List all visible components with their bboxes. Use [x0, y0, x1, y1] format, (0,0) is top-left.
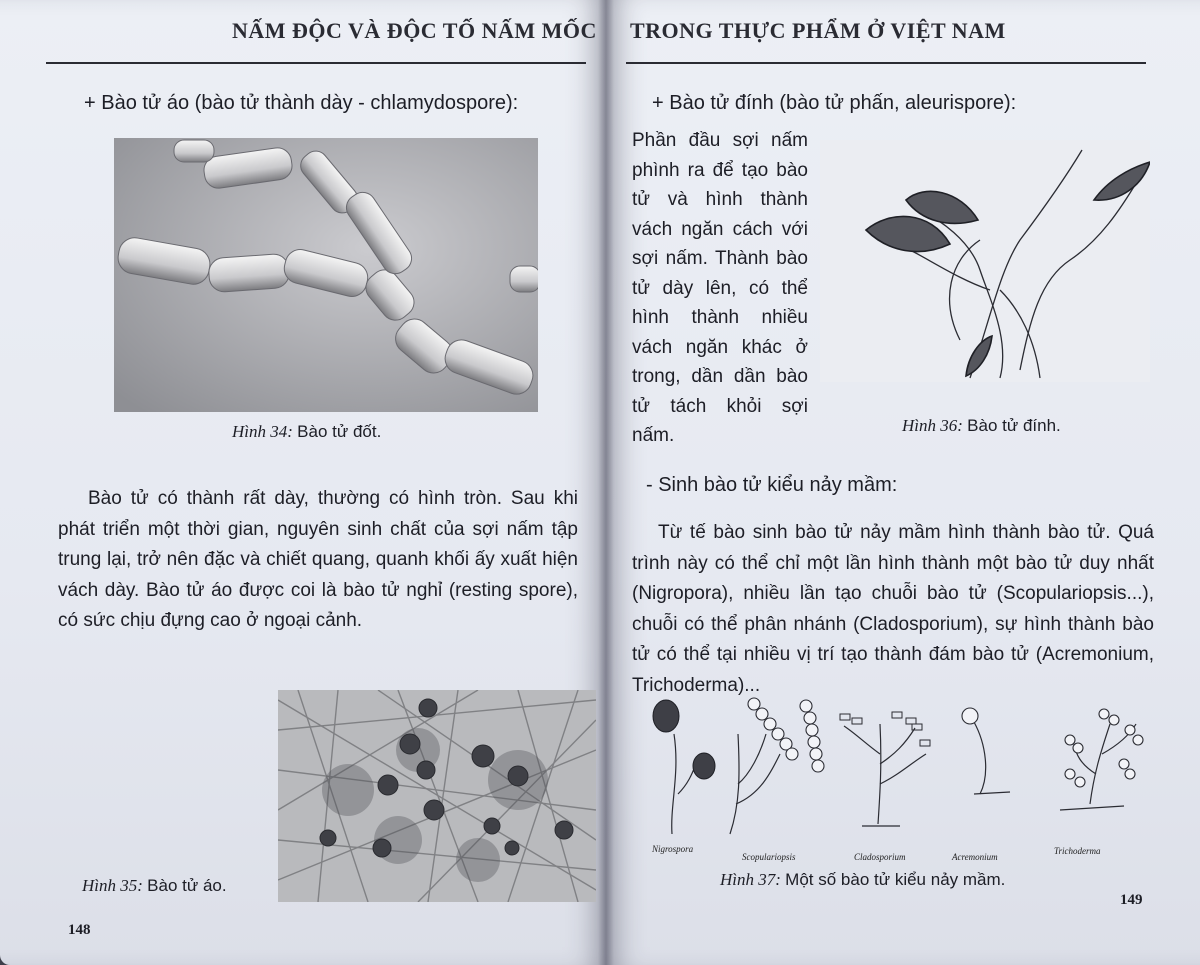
aleurispore-side-text: Phần đầu sợi nấm phình ra để tạo bào tử và hình thành vách ngăn cách với sợi nấm. Thành bào tử dày lên, có thể hình thành nhiều vách ngăn khác ở trong, dần dần bào tử tách khỏi sợi nấm.	[632, 130, 808, 446]
figure-35-photo	[278, 690, 596, 902]
figure-37-label-nigrospora: Nigrospora	[652, 844, 694, 854]
figure-35-caption	[82, 876, 227, 896]
chlamydospore-paragraph: Bào tử có thành rất dày, thường có hình tròn. Sau khi phát triển một thời gian, nguyên sinh chất của sợi nấm tập trung lại, trở nên đặc và chiết quang, quanh khối ấy xuất hiện vách dày. Bào tử áo được coi là bào tử nghỉ (resting spore), có sức chịu đựng cao ở ngoại cảnh.	[58, 488, 578, 632]
figure-37-caption	[720, 870, 1005, 890]
right-page	[606, 0, 1200, 965]
germination-paragraph: Từ tế bào sinh bào tử nảy mầm hình thành bào tử. Quá trình này có thể chỉ một lần hình thành một bào tử duy nhất (Nigropora), nhiều lần tạo chuỗi bào tử (Scopulariopsis...), chuỗi có thể phân nhánh (Cladosporium), sự hình thành bào tử có thể tại nhiều vị trí tạo thành đám bào tử (Acremonium, Trichoderma)...	[632, 522, 1154, 696]
figure-34-label: Hình 34:	[232, 422, 293, 441]
figure-37-drawing	[630, 694, 1160, 864]
left-header-rule	[46, 62, 586, 64]
figure-37-label-acremonium: Acremonium	[952, 852, 998, 862]
figure-36-drawing	[820, 140, 1150, 382]
chlamydospore-heading: + Bào tử áo (bào tử thành dày - chlamydospore):	[84, 92, 519, 114]
figure-36-title: Bào tử đính.	[967, 416, 1061, 435]
germination-subheading: - Sinh bào tử kiểu nảy mầm:	[646, 474, 898, 496]
figure-37-label-cladosporium: Cladosporium	[854, 852, 906, 862]
right-page-number: 149	[1120, 892, 1143, 908]
figure-36-caption	[902, 416, 1061, 436]
figure-34-caption	[232, 422, 381, 442]
left-running-head: NẤM ĐỘC VÀ ĐỘC TỐ NẤM MỐC	[232, 18, 597, 43]
aleurispore-heading: + Bào tử đính (bào tử phấn, aleurispore):	[652, 92, 1017, 114]
figure-37-label: Hình 37:	[720, 870, 781, 889]
book-gutter	[598, 0, 614, 965]
figure-37-title: Một số bào tử kiểu nảy mầm.	[785, 870, 1006, 889]
figure-35-title: Bào tử áo.	[147, 876, 227, 895]
right-header-rule	[626, 62, 1146, 64]
figure-34-photo	[114, 138, 538, 412]
figure-37-label-scopulariopsis: Scopulariopsis	[742, 852, 796, 862]
right-running-head: TRONG THỰC PHẨM Ở VIỆT NAM	[630, 18, 1006, 43]
figure-35-label: Hình 35:	[82, 876, 143, 895]
figure-36-label: Hình 36:	[902, 416, 963, 435]
figure-37-label-trichoderma: Trichoderma	[1054, 846, 1101, 856]
left-page-number: 148	[68, 922, 91, 938]
figure-34-title: Bào tử đốt.	[297, 422, 382, 441]
